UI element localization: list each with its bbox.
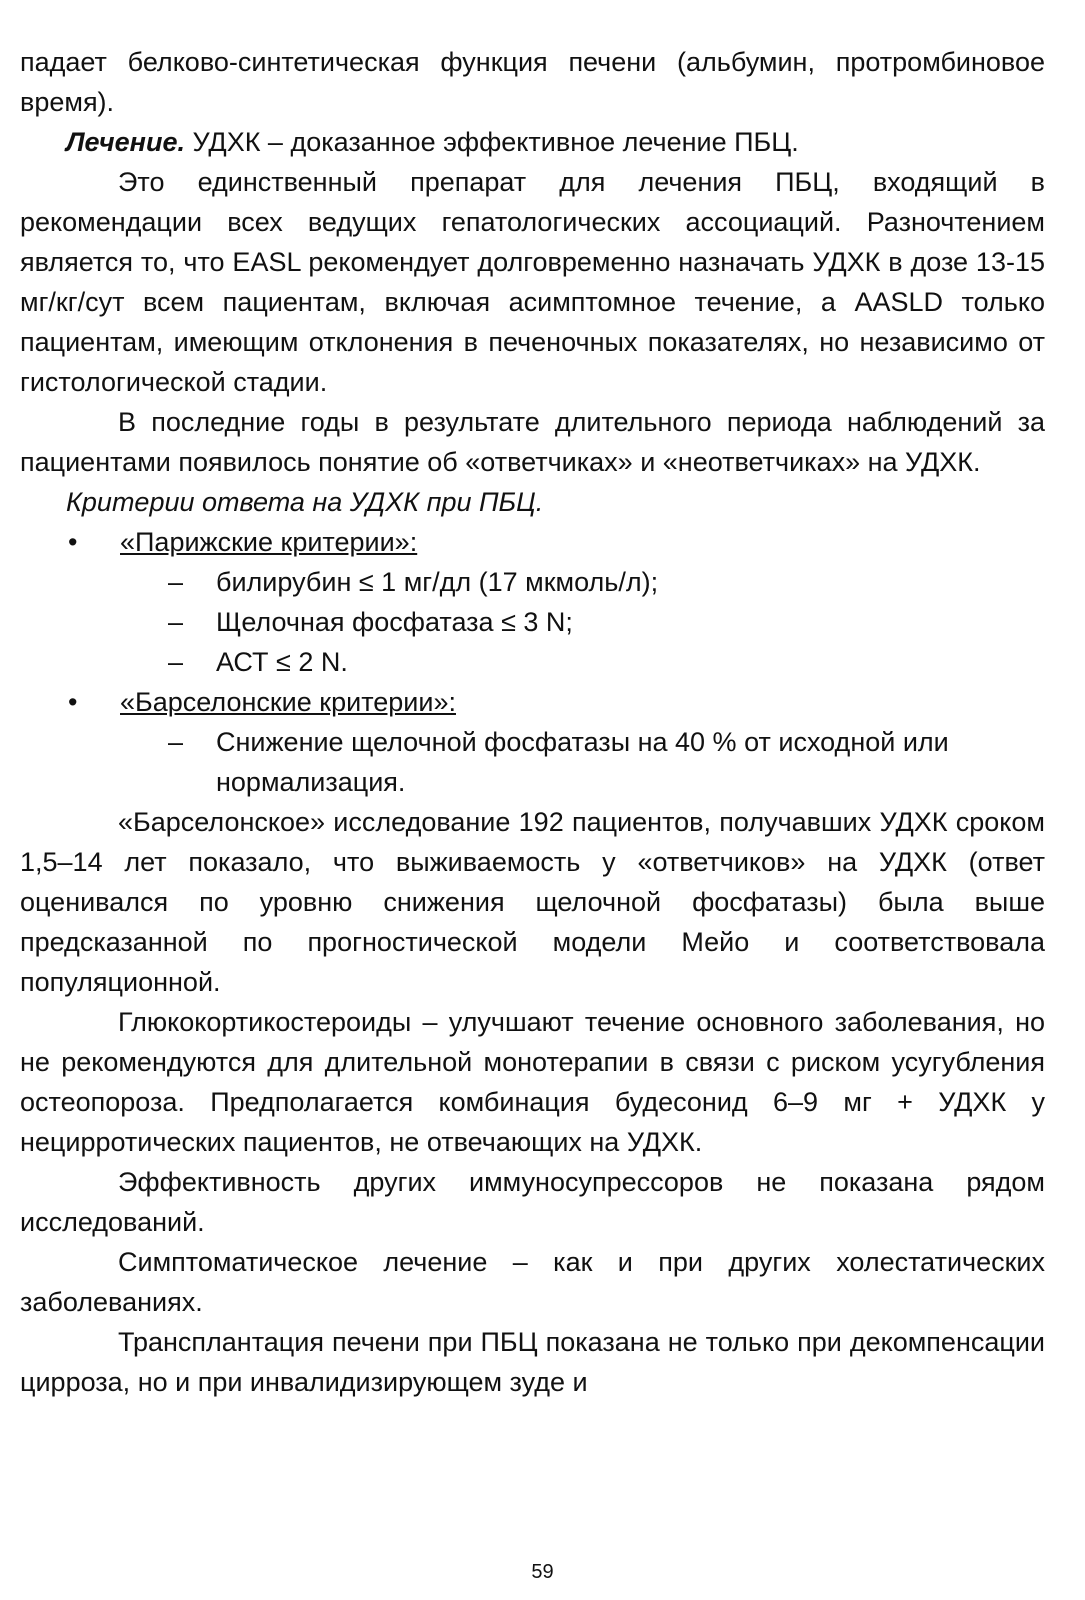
criterion-text: Снижение щелочной фосфатазы на 40 % от исходной или нормализация. bbox=[216, 727, 949, 797]
symptomatic-treatment-paragraph: Симптоматическое лечение – как и при других холестатических заболеваниях. bbox=[20, 1247, 1045, 1317]
paris-criterion-bilirubin bbox=[20, 562, 1045, 602]
criterion-text: билирубин ≤ 1 мг/дл (17 мкмоль/л); bbox=[216, 567, 659, 597]
page-number: 59 bbox=[531, 1561, 554, 1583]
treatment-paragraph bbox=[20, 122, 1045, 162]
dash-icon: – bbox=[168, 727, 184, 757]
barcelona-criteria-item bbox=[20, 682, 1045, 722]
criterion-text: АСТ ≤ 2 N. bbox=[216, 647, 348, 677]
transplantation-paragraph: Трансплантация печени при ПБЦ показана не только при декомпенсации цирроза, но и при инвалидизирующем зуде и bbox=[20, 1327, 1045, 1397]
dash-icon: – bbox=[168, 607, 184, 637]
paris-criterion-alp bbox=[20, 602, 1045, 642]
dash-icon: – bbox=[168, 567, 184, 597]
responders-paragraph: В последние годы в результате длительного периода наблюдений за пациентами появилось понятие об «ответчиках» и «неответчиках» на УДХК. bbox=[20, 407, 1045, 477]
barcelona-criterion-alp bbox=[20, 722, 1045, 802]
barcelona-study-paragraph: «Барселонское» исследование 192 пациентов, получавших УДХК сроком 1,5–14 лет показало, что выживаемость у «ответчиков» на УДХК (ответ оценивался по уровню снижения щелочной фосфатазы) была выше предсказанной по прогностической модели Мейо и соответствовала популяционной. bbox=[20, 807, 1045, 997]
bullet-icon: • bbox=[68, 527, 78, 557]
barcelona-criteria-label: «Барселонские критерии»: bbox=[120, 687, 456, 717]
treatment-text: УДХК – доказанное эффективное лечение ПБЦ. bbox=[184, 127, 799, 157]
page-content bbox=[20, 42, 1045, 1402]
paris-criteria-item bbox=[20, 522, 1045, 562]
criterion-text: Щелочная фосфатаза ≤ 3 N; bbox=[216, 607, 573, 637]
paragraph-continuation: падает белково-синтетическая функция печени (альбумин, протромбиновое время). bbox=[20, 47, 1045, 117]
paris-criteria-label: «Парижские критерии»: bbox=[120, 527, 418, 557]
udca-recommendation-paragraph: Это единственный препарат для лечения ПБЦ, входящий в рекомендации всех ведущих гепатологических ассоциаций. Разночтением является то, что EASL рекомендует долговременно назначать УДХК в дозе 13-15 мг/кг/сут всем пациентам, включая асимптомное течение, а AASLD только пациентам, имеющим отклонения в печеночных показателях, но независимо от гистологической стадии. bbox=[20, 167, 1045, 397]
paris-criterion-ast bbox=[20, 642, 1045, 682]
glucocorticoids-paragraph: Глюкокортикостероиды – улучшают течение основного заболевания, но не рекомендуются для длительной монотерапии в связи с риском усугубления остеопороза. Предполагается комбинация будесонид 6–9 мг + УДХК у нецирротических пациентов, не отвечающих на УДХК. bbox=[20, 1007, 1045, 1157]
immunosuppressors-paragraph: Эффективность других иммуносупрессоров не показана рядом исследований. bbox=[20, 1167, 1045, 1237]
bullet-icon: • bbox=[68, 687, 78, 717]
treatment-label: Лечение. bbox=[66, 127, 185, 157]
dash-icon: – bbox=[168, 647, 184, 677]
criteria-heading: Критерии ответа на УДХК при ПБЦ. bbox=[66, 487, 544, 517]
